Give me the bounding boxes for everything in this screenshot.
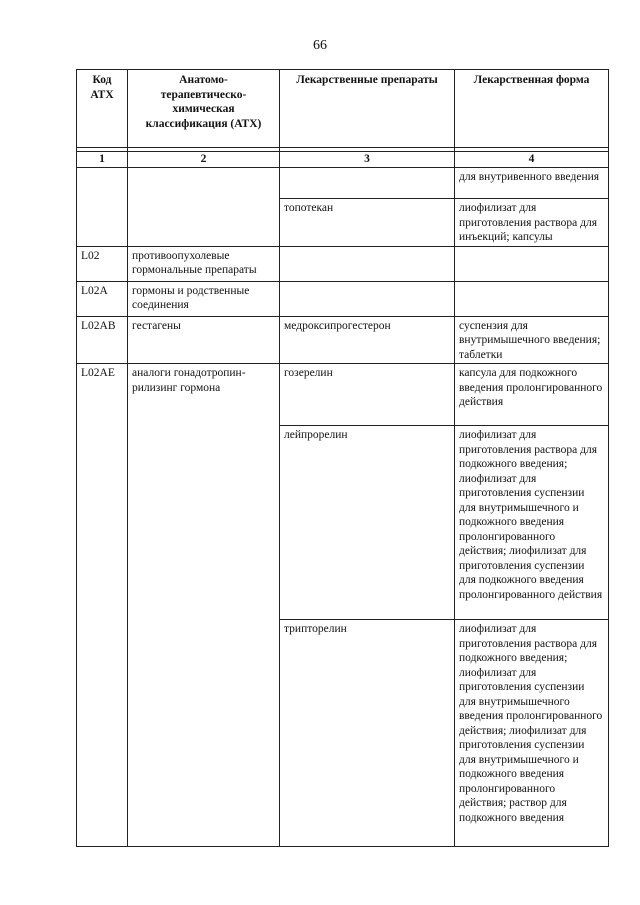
cell-form: для внутривенного введения [455, 168, 609, 199]
table-row [77, 426, 609, 620]
cell-classification [128, 199, 280, 247]
cell-classification: гормоны и родственные соединения [128, 281, 280, 316]
page-number: 66 [313, 38, 327, 53]
cell-code: L02A [77, 281, 128, 316]
cell-code: L02AB [77, 316, 128, 364]
cell-form [455, 246, 609, 281]
cell-form: лиофилизат для приготовления раствора для инъекций; капсулы [455, 199, 609, 247]
column-number: 4 [455, 152, 609, 168]
table-row [77, 199, 609, 247]
cell-form [455, 281, 609, 316]
cell-code: L02 [77, 246, 128, 281]
column-number-row [77, 152, 609, 168]
table-row [77, 364, 609, 426]
cell-classification [128, 426, 280, 620]
column-number: 3 [280, 152, 455, 168]
cell-drug [280, 168, 455, 199]
cell-classification [128, 620, 280, 847]
cell-drug: топотекан [280, 199, 455, 247]
cell-form: лиофилизат для приготовления раствора для подкожного введения; лиофилизат для приготовления суспензии для внутримышечного и подкожного введения пролонгированного действия; лиофилизат для приготовления суспензии для подкожного введения пролонгированного действия [455, 426, 609, 620]
cell-code [77, 199, 128, 247]
table-row [77, 620, 609, 847]
cell-classification: аналоги гонадотропин-рилизинг гормона [128, 364, 280, 426]
header-classification: Анатомо-терапевтическо-химическая классификация (АТХ) [128, 70, 280, 148]
table-row [77, 316, 609, 364]
cell-classification: противоопухолевые гормональные препараты [128, 246, 280, 281]
cell-form: суспензия для внутримышечного введения; таблетки [455, 316, 609, 364]
table-row [77, 168, 609, 199]
cell-drug: лейпрорелин [280, 426, 455, 620]
cell-drug [280, 246, 455, 281]
cell-form: капсула для подкожного введения пролонгированного действия [455, 364, 609, 426]
cell-form: лиофилизат для приготовления раствора для подкожного введения; лиофилизат для приготовления суспензии для внутримышечного введения пролонгированного действия; лиофилизат для приготовления суспензии для внутримышечного и подкожного введения пролонгированного действия; раствор для подкожного введения [455, 620, 609, 847]
cell-classification: гестагены [128, 316, 280, 364]
table-header-row [77, 70, 609, 148]
cell-code [77, 168, 128, 199]
header-form: Лекарственная форма [455, 70, 609, 148]
table-row [77, 246, 609, 281]
cell-drug: медроксипрогестерон [280, 316, 455, 364]
cell-classification [128, 168, 280, 199]
table-row [77, 281, 609, 316]
header-drugs: Лекарственные препараты [280, 70, 455, 148]
atx-table [76, 69, 609, 847]
cell-code [77, 426, 128, 620]
cell-code: L02AE [77, 364, 128, 426]
column-number: 1 [77, 152, 128, 168]
cell-drug: трипторелин [280, 620, 455, 847]
cell-drug: гозерелин [280, 364, 455, 426]
cell-code [77, 620, 128, 847]
header-code: Код АТХ [77, 70, 128, 148]
column-number: 2 [128, 152, 280, 168]
cell-drug [280, 281, 455, 316]
